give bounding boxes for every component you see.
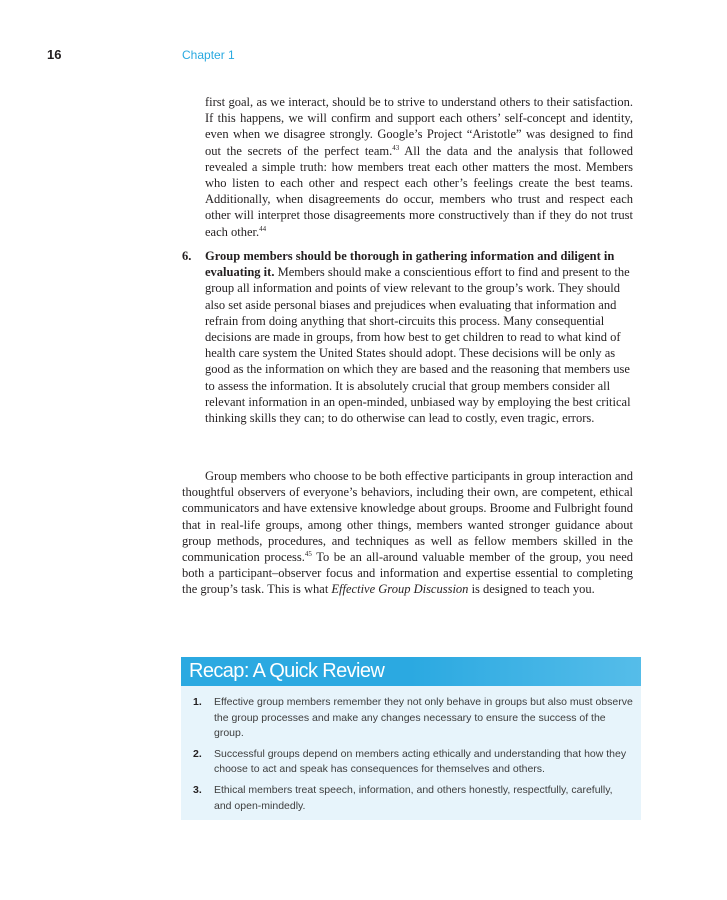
recap-item-number: 2. — [193, 747, 202, 760]
recap-item-text: Successful groups depend on members acting ethically and understanding that how they choose to act and speak has consequences for themselves and others. — [214, 747, 627, 776]
continued-text-2: All the data and the analysis that followed revealed a simple truth: how members treat each other matters the most. Members who listen to each other and respect each other’s feelings create the best teams. Additionally, when disagreements do occur, members who trust and respect each other will interpret those disagreements more constructively than if they do not trust each other. — [205, 143, 633, 239]
continued-paragraph — [205, 94, 633, 240]
recap-item — [193, 695, 633, 742]
recap-title: Recap: A Quick Review — [189, 660, 385, 682]
footnote-ref: 44 — [259, 224, 267, 233]
recap-item-number: 1. — [193, 696, 202, 708]
recap-box — [181, 657, 641, 820]
recap-item — [193, 783, 633, 814]
footnote-ref: 45 — [304, 550, 312, 559]
recap-item-number: 3. — [193, 783, 202, 796]
recap-item — [193, 747, 633, 778]
recap-list — [193, 695, 633, 819]
closing-text-1: Group members who choose to be both effective participants in group interaction and thoughtful observers of everyone’s behaviors, including their own, are competent, ethical communicators and have extensive knowledge about groups. Broome and Fulbright found that in real-life groups, among other things, members wanted stronger guidance about group methods, procedures, and techniques as well as fellow members skilled in the communication process. — [182, 469, 633, 565]
closing-text-2: To be an all-around valuable member of the group, you need both a participant–observer focus and information and expertise essential to completing the group’s task. This is what — [182, 550, 633, 597]
book-title: Effective Group Discussion — [331, 582, 469, 597]
page-number: 16 — [47, 47, 62, 62]
recap-item-text: Ethical members treat speech, information, and others honestly, respectfully, carefully, and open-mindedly. — [214, 783, 613, 812]
chapter-label: Chapter 1 — [182, 48, 235, 62]
list-item-text: Members should make a conscientious effort to find and present to the group all information and points of view relevant to the group’s work. They should also set aside personal biases and prejudices when evaluating that information and refrain from doing anything that short-circuits this process. Many consequential decisions are made in groups, from how best to get children to read to what kind of health care system the United States should adopt. These decisions will be only as good as the information on which they are based and the reasoning that members use to assess the information. It is absolutely crucial that group members consider all relevant information in an open-minded, unbiased way by employing the best critical thinking skills they can; to do otherwise can lead to costly, even tragic, errors. — [205, 265, 631, 426]
footnote-ref: 43 — [392, 143, 400, 152]
list-item-6 — [182, 248, 633, 426]
recap-item-text: Effective group members remember they not only behave in groups but also must observe the group processes and make any changes necessary to ensure the success of the group. — [214, 696, 633, 740]
list-item-lead: Group members should be thorough in gathering information and diligent in evaluating it. — [205, 249, 615, 280]
closing-paragraph — [182, 468, 633, 598]
closing-text-3: is designed to teach you. — [468, 582, 595, 597]
continued-text-1: first goal, as we interact, should be to strive to understand others to their satisfaction. If this happens, we will confirm and support each others’ self-concept and identity, even when we disagree strongly. Google’s Project “Aristotle” was designed to find out the secrets of the perfect team. — [205, 95, 633, 158]
recap-header — [181, 657, 641, 686]
list-item-number: 6. — [182, 249, 192, 263]
